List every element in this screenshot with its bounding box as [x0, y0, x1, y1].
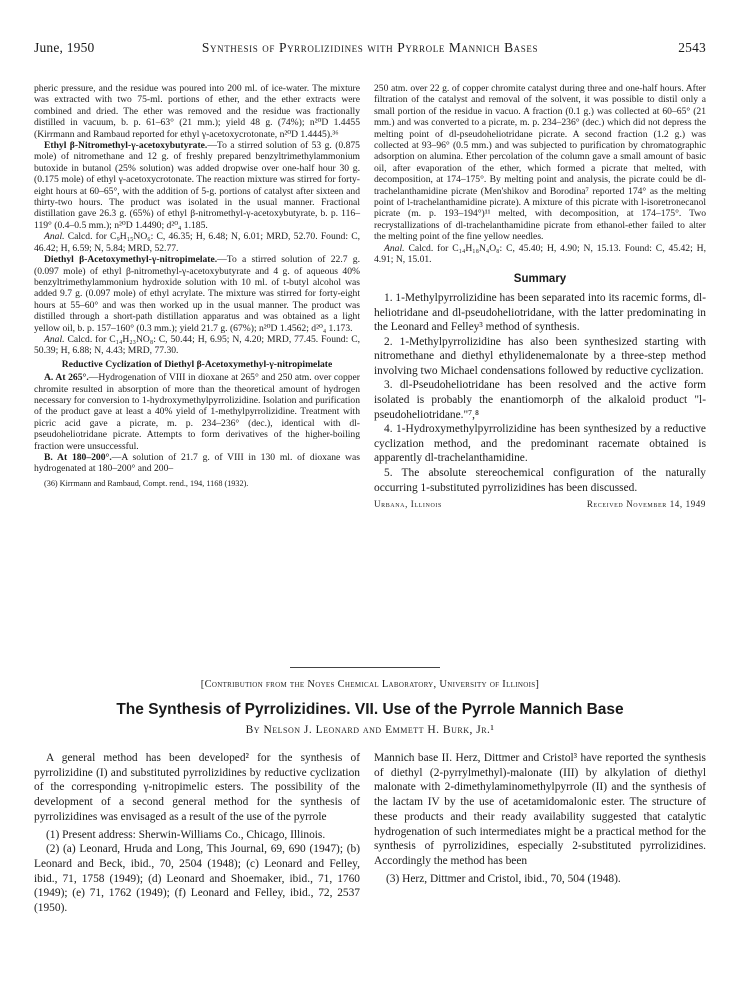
right-column: [374, 83, 706, 513]
section-heading: Reductive Cyclization of Diethyl β-Acetoxymethyl-γ-nitropimelate: [61, 358, 333, 370]
subheading: Ethyl β-Nitromethyl-γ-acetoxybutyrate.: [44, 140, 208, 152]
paragraph: 250 atm. over 22 g. of copper chromite catalyst during three and one-half hours. After filtration of the catalyst and removal of the solvent, it was possible to distil only a small portion of the residue in vacuo. A fraction (0.1 g.) was collected at 60–65° (21 mm.) and was converted to a picrate, m. p. 234–236° (dec.) which did not depress the melting point of dl-pseudoheliotridane picrate. A second fraction (1.2 g.) was collected at 93–96° (0.5 mm.) and was subjected to purification by chromatographic adsorption on alumina. Ether percolation of the column gave a small amount of basic oil, after evaporation of the ether, which formed a picrate that melted, with decomposition, at 174–175°. By melting point and analysis, the picrate could be dl-trachelanthamidine picrate (Men'shikov and Borodina⁷ reported 174° as the melting point of l-trachelanthamidine picrate). A mixture of this picrate with l-isoretronecanol picrate (m. p. 193–194°)¹¹ melted, with decomposition, at 174–175°. Two recrystallizations of dl-trachelanthamidine picrate from ethanol-ether failed to alter the melting point of the fine yellow needles.: [374, 83, 706, 243]
anal-label: Anal.: [44, 231, 65, 243]
paragraph: A general method has been developed² for the synthesis of pyrrolizidine (I) and substituted pyrrolizidines by reductive cyclization of the corresponding γ-nitropimelic esters. The possibility of the development of a second general method for the synthesis of pyrrolizidines was envisaged as a result of the use of the pyrrole: [34, 752, 360, 823]
received-date: Received November 14, 1949: [586, 499, 706, 510]
summary-heading: Summary: [513, 272, 567, 285]
paragraph: Diethyl β-Acetoxymethyl-γ-nitropimelate.—To a stirred solution of 22.7 g. (0.097 mole) of ethyl β-nitromethyl-γ-acetoxybutyrate and 4 g. of aqueous 40% benzyltrimethylammonium hydroxide solution with 10 ml. of t-butyl alcohol was added 9.7 g. (0.097 mole) of ethyl acrylate. The mixture was stirred for forty-eight hours at 55–60° and was then worked up in the usual manner. The product was distilled through a short-path distillation apparatus and was obtained as a light yellow oil, b. p. 157–160° (0.3 mm.); yield 21.7 g. (67%); n²⁰D 1.4562; d²⁰₄ 1.173.: [34, 254, 360, 334]
left-column: [34, 83, 360, 489]
summary-item: 2. 1-Methylpyrrolizidine has also been synthesized starting with nitromethane and diethyl ethylidenemalonate by a three-step method involving two Michael condensations followed by reductive cyclization.: [374, 335, 706, 377]
header-running-title: Synthesis of Pyrrolizidines with Pyrrole Mannich Bases: [201, 40, 539, 55]
footnote: (2) (a) Leonard, Hruda and Long, This Journal, 69, 690 (1947); (b) Leonard and Beck, ibid., 70, 2504 (1948); (c) Leonard and Felley, ibid., 71, 1758 (1949); (d) Leonard and Shoemaker, ibid., 71, 1760 (1949); (e) 71, 1762 (1949); (f) Leonard and Felley, ibid., 72, 2537 (1950).: [34, 843, 360, 915]
received-line: [374, 499, 706, 513]
paragraph: Anal. Calcd. for C₁₄H₁₈N₄O₈: C, 45.40; H, 4.90; N, 15.13. Found: C, 45.42; H, 4.91; N, 15.01.: [374, 242, 706, 266]
summary-item: 4. 1-Hydroxymethylpyrrolizidine has been synthesized by a reductive cyclization method, and the predominant racemate obtained is apparently dl-trachelanthamidine.: [374, 423, 706, 465]
paragraph: A. At 265°.—Hydrogenation of VIII in dioxane at 265° and 250 atm. over copper chromite resulted in absorption of more than the theoretical amount of hydrogen necessary for conversion to 1-hydroxymethylpyrrolizidine. Isolation and purification of the product gave at least a 40% yield of 1-methylpyrrolizidine. Treatment with picric acid gave a picrate, m. p. 234–236° (dec.), identical with dl-pseudoheliotridane picrate. Attempts to form derivatives of the higher-boiling fraction were unsuccessful.: [34, 372, 360, 452]
footnote: (3) Herz, Dittmer and Cristol, ibid., 70, 504 (1948).: [386, 872, 621, 885]
paragraph: Ethyl β-Nitromethyl-γ-acetoxybutyrate.—To a stirred solution of 53 g. (0.875 mole) of nitromethane and 12 g. of freshly prepared benzyltrimethylammonium butoxide in butanol (25% solution) was added dropwise over one-half hour 30 g. (0.175 mole) of ethyl γ-acetoxycrotonate. The reaction mixture was stirred for forty-eight hours at 60–65°, with the addition of 5-g. portions of catalyst after sixteen and thirty-two hours. The product was isolated in the usual manner. Fractional distillation gave 26.3 g. (65%) of ethyl β-nitromethyl-γ-acetoxybutyrate, b. p. 116–119° (0.4–0.5 mm.); n²⁰D 1.4490; d²⁰₄ 1.185.: [34, 140, 360, 231]
footnote: (36) Kirrmann and Rambaud, Compt. rend., 194, 1168 (1932).: [44, 478, 249, 488]
byline: By Nelson J. Leonard and Emmett H. Burk, Jr.¹: [245, 724, 495, 736]
summary-item: 3. dl-Pseudoheliotridane has been resolved and the active form isolated is probably the enantiomorph of the alkaloid product "l-pseudoheliotridane."⁷,⁸: [374, 379, 706, 421]
footnote: (1) Present address: Sherwin-Williams Co., Chicago, Illinois.: [46, 828, 326, 841]
summary-item: 1. 1-Methylpyrrolizidine has been separated into its racemic forms, dl-heliotridane and dl-pseudoheliotridane, with the latter predominating in the Leonard and Felley³ method of synthesis.: [374, 291, 706, 334]
anal-label: Anal.: [384, 242, 405, 254]
paragraph: B. At 180–200°.—A solution of 21.7 g. of VIII in 130 ml. of dioxane was hydrogenated at 180–200° and 200–: [34, 452, 360, 475]
article-left-column: [34, 751, 360, 916]
article-right-column: [374, 751, 706, 886]
subheading: Diethyl β-Acetoxymethyl-γ-nitropimelate.: [44, 254, 218, 266]
summary-item: 5. The absolute stereochemical configuration of the naturally occurring 1-substituted pyrrolizidines has been discussed.: [374, 467, 706, 494]
location: Urbana, Illinois: [374, 499, 442, 510]
paragraph: pheric pressure, and the residue was poured into 200 ml. of ice-water. The mixture was extracted with two 75-ml. portions of ether, and the ether extracts were combined and dried. The ether was removed and the residue was fractionally distilled in vacuum, b. p. 61–63° (21 mm.); yield 48 g. (74%); n²⁰D 1.4455 (Kirrmann and Rambaud reported for ethyl γ-acetoxycrotonate, n²⁰D 1.4445).³⁶: [34, 83, 360, 140]
paragraph: Anal. Calcd. for C₁₄H₂₃NO₈: C, 50.44; H, 6.95; N, 4.20; MRD, 77.45. Found: C, 50.39; H, 6.88; N, 4.43; MRD, 77.30.: [34, 333, 360, 357]
article-title: The Synthesis of Pyrrolizidines. VII. Use of the Pyrrole Mannich Base: [116, 701, 624, 718]
anal-label: Anal.: [44, 333, 65, 345]
header-date: June, 1950: [34, 40, 95, 55]
contribution-line: [Contribution from the Noyes Chemical Laboratory, University of Illinois]: [200, 679, 540, 690]
header-page-number: 2543: [678, 40, 706, 55]
article-separator: [290, 667, 440, 668]
paragraph: Mannich base II. Herz, Dittmer and Cristol³ have reported the synthesis of diethyl (2-pyrrylmethyl)-malonate (III) by alkylation of diethyl malonate with 2-dimethylaminomethylpyrrole (II) and the synthesis of the lactam IV by the use of acetamidomalonic ester. The structure of these products and their ready availability suggested that catalytic hydrogenation of such intermediates might be a practical method for the synthesis of pyrrolizidines, especially 2-substituted pyrrolizidines. Accordingly the method has been: [374, 752, 706, 867]
subheading: A. At 265°.: [44, 372, 89, 384]
summary-list: [374, 291, 706, 495]
running-header: [34, 40, 706, 58]
paragraph: Anal. Calcd. for C₉H₁₅NO₆: C, 46.35; H, 6.48; N, 6.01; MRD, 52.70. Found: C, 46.42; H, 6.59; N, 5.84; MRD, 52.77.: [34, 231, 360, 254]
subheading: B. At 180–200°.: [44, 452, 112, 463]
